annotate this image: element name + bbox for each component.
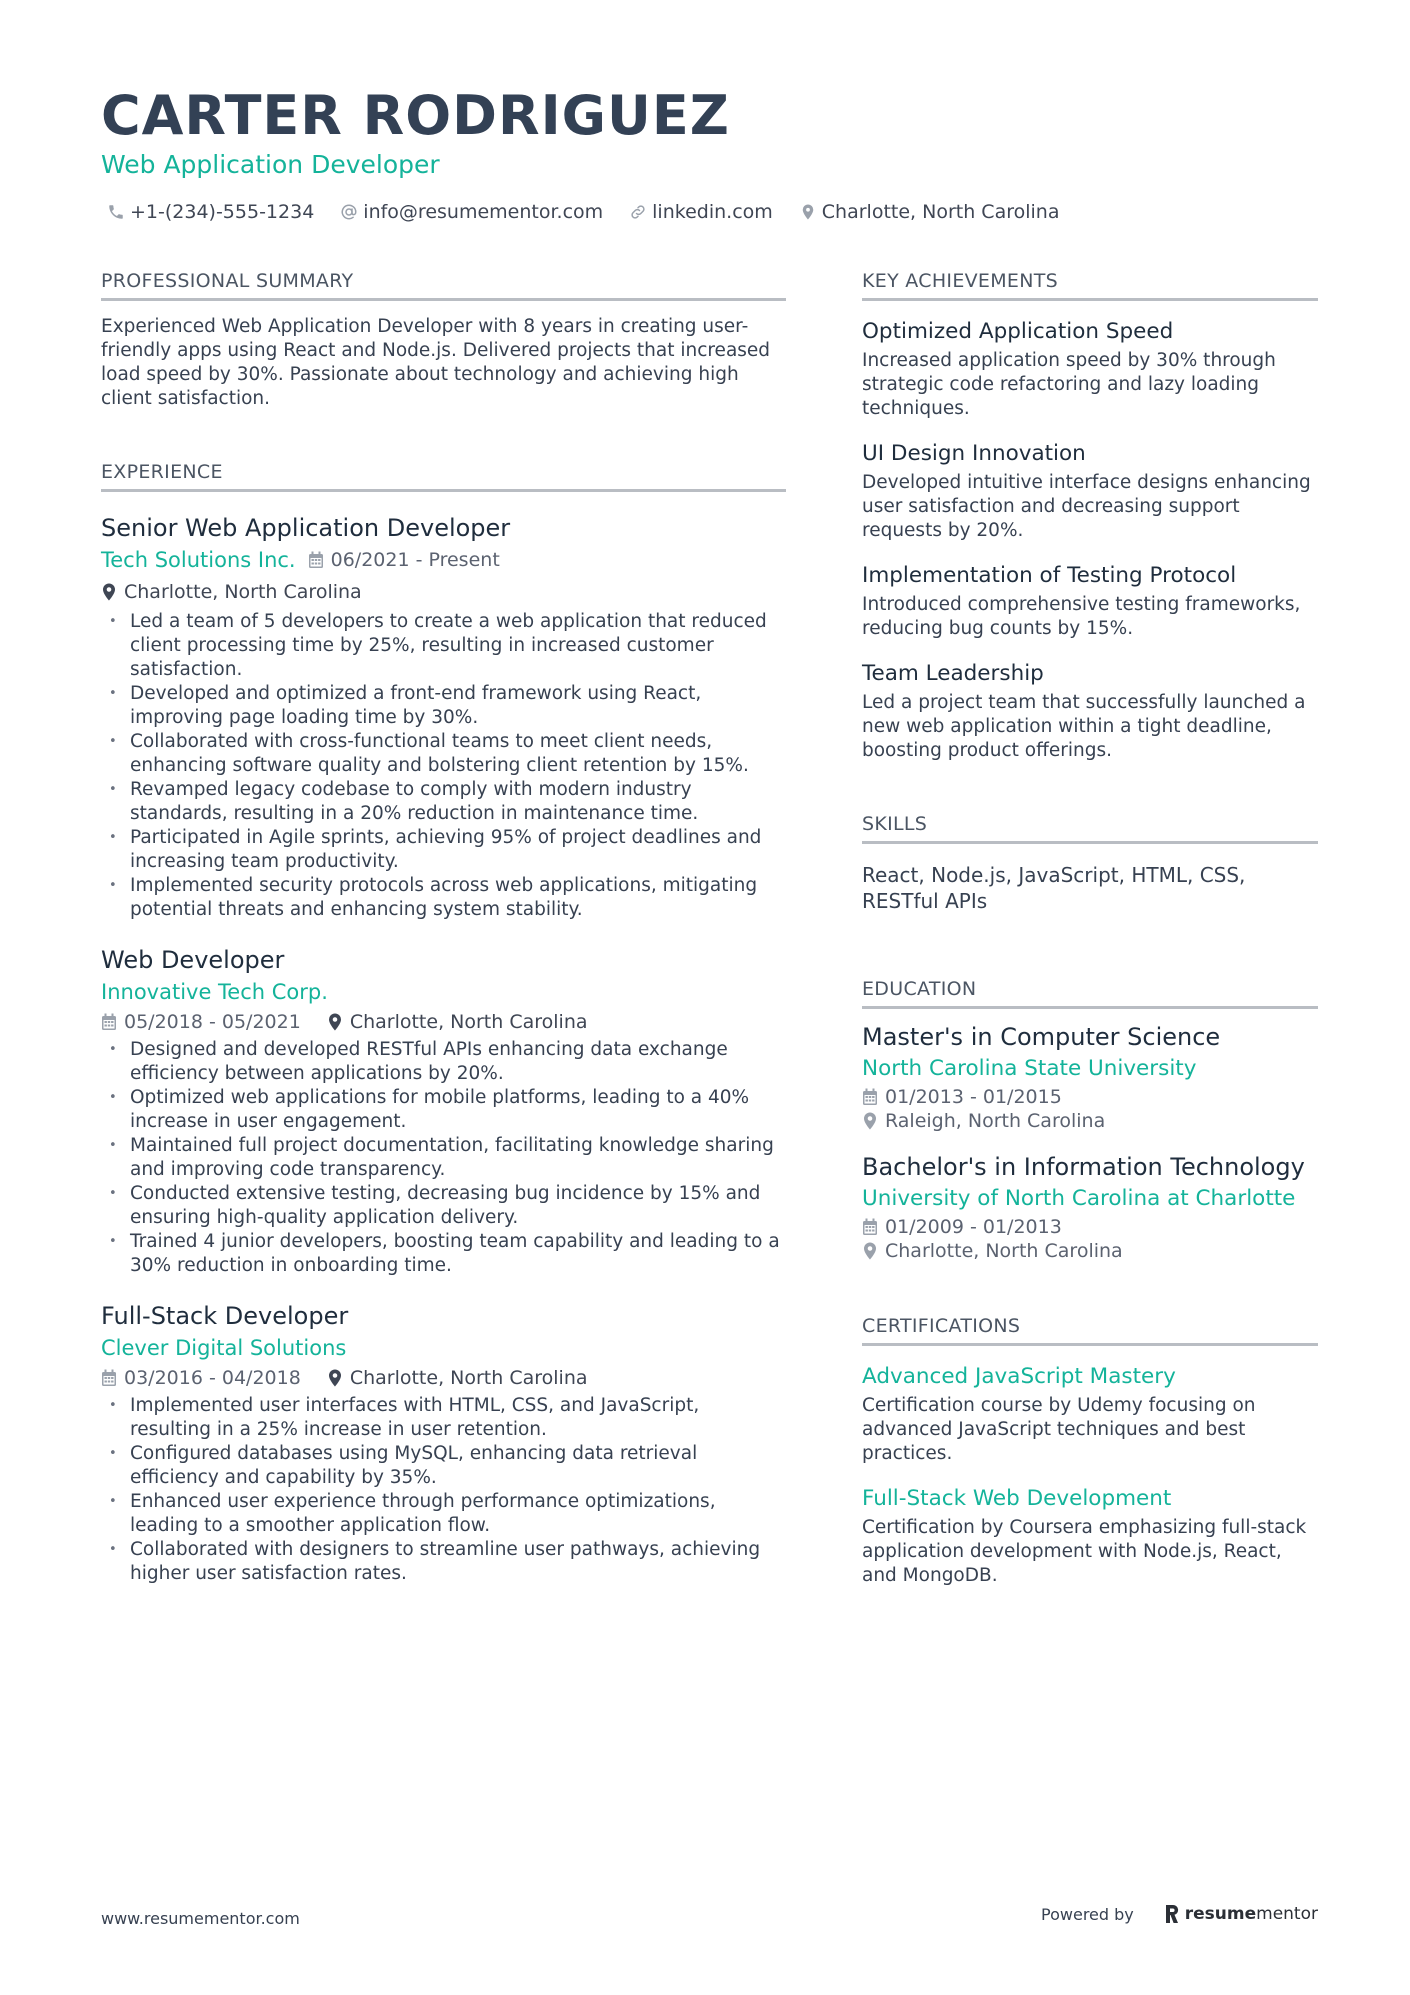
calendar-icon	[101, 1369, 117, 1387]
education-dates-text: 01/2013 - 01/2015	[885, 1086, 1062, 1108]
achievement-title: Optimized Application Speed	[862, 319, 1174, 344]
bullet-item: • Maintained full project documentation, facilitating knowledge sharing and improving code transparency.	[101, 1134, 786, 1182]
education-item	[862, 1021, 1318, 1133]
education-location-text: Charlotte, North Carolina	[885, 1240, 1123, 1262]
job-location-text: Charlotte, North Carolina	[349, 1367, 588, 1389]
map-pin-icon	[101, 583, 117, 601]
link-icon	[629, 203, 647, 221]
job-dates-text: 03/2016 - 04/2018	[124, 1367, 301, 1389]
resumementor-logo-icon	[1164, 1904, 1180, 1924]
calendar-icon	[862, 1218, 878, 1236]
achievement-title: Implementation of Testing Protocol	[862, 563, 1237, 588]
job-location	[101, 576, 362, 608]
map-pin-icon	[799, 203, 817, 221]
left-column	[101, 268, 786, 1586]
job-entry	[101, 944, 786, 1278]
map-pin-icon	[862, 1242, 878, 1260]
education-dates	[862, 1215, 1318, 1239]
achievement-title: Team Leadership	[862, 661, 1044, 686]
education-dates	[862, 1085, 1318, 1109]
linkedin-text: linkedin.com	[652, 201, 773, 223]
calendar-icon	[862, 1088, 878, 1106]
contact-linkedin[interactable]	[629, 198, 773, 226]
job-meta-row	[101, 1008, 786, 1036]
bullet-item: • Collaborated with cross-functional teams to meet client needs, enhancing software quality and bolstering client retention by 15%.	[101, 730, 786, 778]
bullet-item: • Collaborated with designers to streamline user pathways, achieving higher user satisfaction rates.	[101, 1538, 786, 1586]
footer-branding	[1041, 1904, 1318, 1924]
bullet-item: • Trained 4 junior developers, boosting team capability and leading to a 30% reduction in onboarding time.	[101, 1230, 786, 1278]
job-dates	[101, 1364, 301, 1392]
job-meta	[101, 1332, 786, 1364]
phone-icon	[107, 203, 125, 221]
achievement-desc: Increased application speed by 30% through strategic code refactoring and lazy loading techniques.	[862, 350, 1276, 419]
brand-name-light: mentor	[1256, 1904, 1318, 1924]
achievement-item	[862, 561, 1318, 641]
job-company: Tech Solutions Inc.	[101, 548, 296, 572]
map-pin-icon	[327, 1369, 343, 1387]
contact-phone[interactable]	[107, 198, 314, 226]
job-title: Senior Web Application Developer	[101, 514, 511, 542]
calendar-icon	[101, 1013, 117, 1031]
bullet-item: • Implemented security protocols across web applications, mitigating potential threats and enhancing system stability.	[101, 874, 786, 922]
job-entry	[101, 1300, 786, 1586]
job-dates-text: 06/2021 - Present	[330, 549, 500, 571]
achievement-item	[862, 659, 1318, 763]
achievement-desc: Led a project team that successfully launched a new web application within a tight deadline, boosting product offerings.	[862, 692, 1306, 761]
achievements-heading: KEY ACHIEVEMENTS	[862, 268, 1318, 301]
education-location-text: Raleigh, North Carolina	[885, 1110, 1106, 1132]
job-dates	[308, 544, 500, 576]
certification-item	[862, 1362, 1318, 1466]
job-location-text: Charlotte, North Carolina	[349, 1011, 588, 1033]
job-location	[327, 1364, 588, 1392]
skills-text: React, Node.js, JavaScript, HTML, CSS, RESTful APIs	[862, 863, 1246, 913]
achievement-item	[862, 439, 1318, 543]
education-location	[862, 1109, 1318, 1133]
bullet-item: • Led a team of 5 developers to create a web application that reduced client processing time by 25%, resulting in increased customer satisfaction.	[101, 610, 786, 682]
certification-title: Advanced JavaScript Mastery	[862, 1364, 1176, 1389]
skills-heading: SKILLS	[862, 811, 1318, 844]
map-pin-icon	[862, 1112, 878, 1130]
job-bullets	[101, 1038, 786, 1278]
bullet-item: • Enhanced user experience through performance optimizations, leading to a smoother application flow.	[101, 1490, 786, 1538]
job-meta	[101, 544, 786, 608]
achievement-item	[862, 317, 1318, 421]
education-degree: Bachelor's in Information Technology	[862, 1153, 1305, 1181]
job-bullets	[101, 1394, 786, 1586]
job-dates	[101, 1008, 301, 1036]
brand-logo[interactable]	[1164, 1904, 1318, 1924]
contact-bar	[107, 198, 1085, 226]
experience-heading: EXPERIENCE	[101, 459, 786, 492]
bullet-item: • Developed and optimized a front-end framework using React, improving page loading time by 30%.	[101, 682, 786, 730]
job-company: Innovative Tech Corp.	[101, 980, 328, 1004]
calendar-icon	[308, 551, 324, 569]
job-company: Clever Digital Solutions	[101, 1336, 347, 1360]
contact-email[interactable]	[340, 198, 603, 226]
bullet-item: • Implemented user interfaces with HTML, CSS, and JavaScript, resulting in a 25% increase in user retention.	[101, 1394, 786, 1442]
achievement-desc: Developed intuitive interface designs enhancing user satisfaction and decreasing support requests by 20%.	[862, 472, 1311, 541]
map-pin-icon	[327, 1013, 343, 1031]
certification-desc: Certification course by Udemy focusing on advanced JavaScript techniques and best practices.	[862, 1395, 1256, 1464]
education-dates-text: 01/2009 - 01/2013	[885, 1216, 1062, 1238]
right-column	[862, 268, 1318, 1588]
job-bullets	[101, 610, 786, 922]
job-meta	[101, 976, 786, 1008]
bullet-item: • Conducted extensive testing, decreasing bug incidence by 15% and ensuring high-quality application delivery.	[101, 1182, 786, 1230]
candidate-name: CARTER RODRIGUEZ	[101, 84, 730, 147]
certification-item	[862, 1484, 1318, 1588]
job-title: Web Developer	[101, 946, 285, 974]
certifications-heading: CERTIFICATIONS	[862, 1313, 1318, 1346]
education-degree: Master's in Computer Science	[862, 1023, 1221, 1051]
education-item	[862, 1151, 1318, 1263]
job-title: Full-Stack Developer	[101, 1302, 349, 1330]
achievement-title: UI Design Innovation	[862, 441, 1086, 466]
job-location-text: Charlotte, North Carolina	[124, 581, 362, 603]
bullet-item: • Revamped legacy codebase to comply with modern industry standards, resulting in a 20% reduction in maintenance time.	[101, 778, 786, 826]
education-heading: EDUCATION	[862, 976, 1318, 1009]
brand-name-bold: resume	[1184, 1904, 1257, 1924]
contact-location	[799, 198, 1060, 226]
education-location	[862, 1239, 1318, 1263]
job-dates-text: 05/2018 - 05/2021	[124, 1011, 301, 1033]
footer-website-link[interactable]: www.resumementor.com	[101, 1909, 300, 1928]
job-meta-row	[101, 1364, 786, 1392]
powered-by-label: Powered by	[1041, 1904, 1134, 1924]
education-school: North Carolina State University	[862, 1056, 1197, 1081]
bullet-item: • Configured databases using MySQL, enhancing data retrieval efficiency and capability by 35%.	[101, 1442, 786, 1490]
phone-text: +1-(234)-555-1234	[130, 201, 315, 223]
candidate-title: Web Application Developer	[101, 150, 440, 179]
education-school: University of North Carolina at Charlotte	[862, 1186, 1296, 1211]
bullet-item: • Optimized web applications for mobile platforms, leading to a 40% increase in user engagement.	[101, 1086, 786, 1134]
bullet-item: • Participated in Agile sprints, achieving 95% of project deadlines and increasing team productivity.	[101, 826, 786, 874]
summary-heading: PROFESSIONAL SUMMARY	[101, 268, 786, 301]
summary-text: Experienced Web Application Developer with 8 years in creating user-friendly apps using React and Node.js. Delivered projects that increased load speed by 30%. Passionate about technology and achieving high client satisfaction.	[101, 316, 771, 409]
job-entry	[101, 512, 786, 922]
certification-desc: Certification by Coursera emphasizing full-stack application development with Node.js, React, and MongoDB.	[862, 1517, 1307, 1586]
achievement-desc: Introduced comprehensive testing frameworks, reducing bug counts by 15%.	[862, 594, 1301, 639]
bullet-item: • Designed and developed RESTful APIs enhancing data exchange efficiency between applications by 20%.	[101, 1038, 786, 1086]
at-icon	[340, 203, 358, 221]
email-text: info@resumementor.com	[363, 201, 604, 223]
certification-title: Full-Stack Web Development	[862, 1486, 1172, 1511]
job-location	[327, 1008, 588, 1036]
location-text: Charlotte, North Carolina	[821, 201, 1060, 223]
